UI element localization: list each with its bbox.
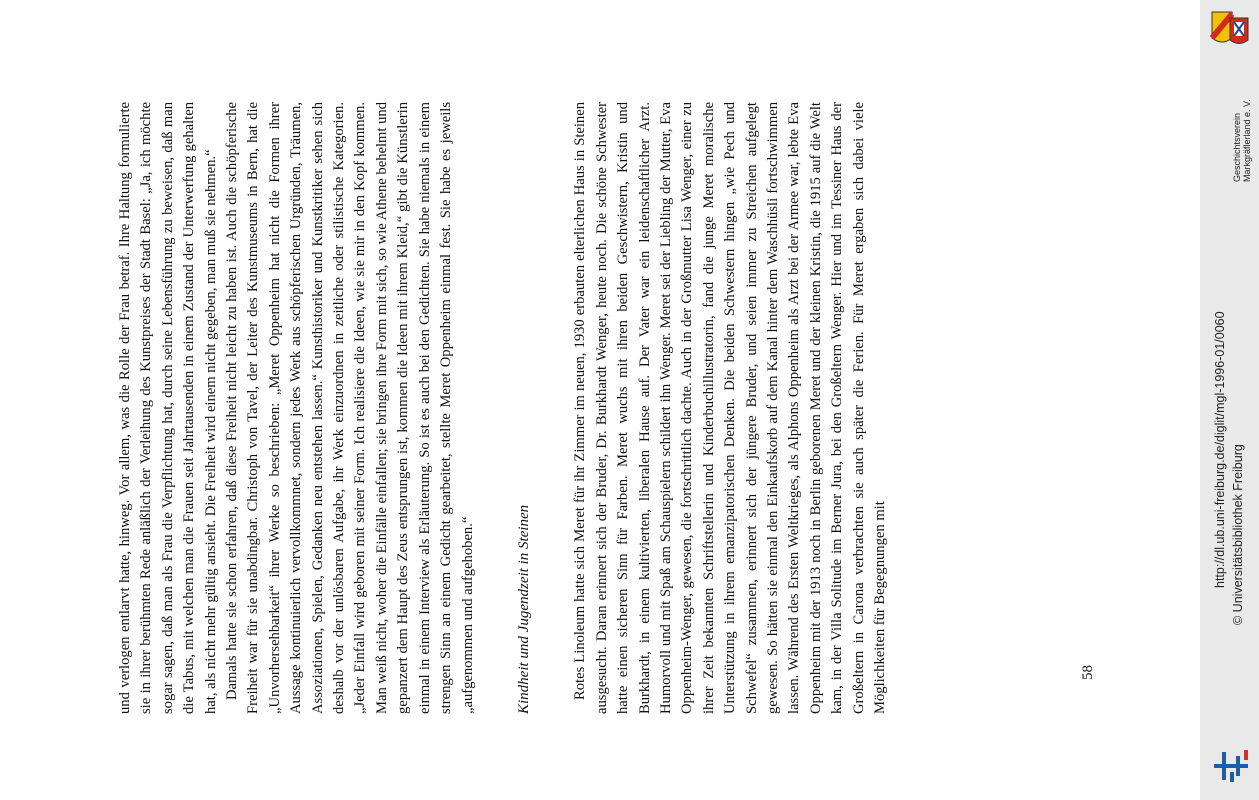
society-label — [1232, 99, 1252, 182]
section-heading: Kindheit und Jugendzeit in Steinen — [515, 504, 532, 714]
paragraph: Rotes Linoleum hatte sich Meret für ihr Zimmer im neuen, 1930 erbauten elterlichen Haus in Steinen ausgesucht. Daran erinnert sich der Bruder, Dr. Burkhardt Wenger, heute noch. Die schöne Schwester hatte einen sicheren Sinn für Farben. Meret wuchs mit ihren beiden Geschwistern, Kristin und Burkhardt, in einem kultivierten, liberalen Hause auf. Der Vater war ein leidenschaftlicher Arzt. Humorvoll und mit Spaß am Schauspielern schildert ihn Wenger. Meret sei der Liebling der Mutter, Eva Oppenheim-Wenger, gewesen, die fortschrittlich dachte. Auch in der Großmutter Lisa Wenger, einer zu ihrer Zeit bekannten Schriftstellerin und Kinderbuchillustratorin, fand die junge Meret moralische Unterstützung in ihrem emanzipatorischen Denken. Die beiden Schwestern hingen „wie Pech und Schwefel“ zusammen, erinnert sich der jüngere Bruder, und seien immer zu Streichen aufgelegt gewesen. So hätten sie einmal den Einkaufskorb auf dem Kanal hinter dem Waschhüsli fortschwimmen lassen. Während des Ersten Weltkrieges, als Alphons Oppenheim als Arzt bei der Armee war, lebte Eva Oppenheim mit der 1913 noch in Berlin geborenen Meret und der kleinen Kristin, die 1915 auf die Welt kam, in der Villa Solitude im Berner Jura, bei den Großeltern Wenger. Hier und im Tessiner Haus der Großeltern in Carona verbrachten sie auch später die Ferien. Für Meret ergaben sich dabei viele Möglichkeiten für Begegnungen mit — [572, 102, 888, 714]
copyright-notice: © Universitätsbibliothek Freiburg — [1231, 444, 1245, 625]
page-number: 58 — [1080, 665, 1096, 680]
page-text-body — [115, 102, 1060, 714]
source-url-link[interactable]: http://dl.ub.uni-freiburg.de/diglit/mgl-1996-01/0060 — [1213, 311, 1227, 588]
coat-of-arms-icon — [1208, 8, 1252, 48]
paragraph: und verlogen entlarvt hatte, hinweg. Vor allem, was die Rolle der Frau betraf. Ihre Haltung formulierte sie in ihrer berühmten Rede anläßlich der Verleihung des Kunstpreises der Stadt Basel: „Ja, ich möchte sogar sagen, daß man als Frau die Verpflichtung hat, durch seine Lebensführung zu beweisen, daß man die Tabus, mit welchen man die Frauen seit Jahrtausenden in einem Zustand der Unterwerfung gehalten hat, als nicht mehr gültig ansieht. Die Freiheit wird einem nicht gegeben, man muß sie nehmen.“ — [117, 102, 219, 714]
library-logo-icon — [1208, 748, 1254, 784]
paragraph: Damals hatte sie schon erfahren, daß diese Freiheit nicht leicht zu haben ist. Auch die schöpferische Freiheit war für sie unabdingbar. Christoph von Tavel, der Leiter des Kunstmuseums in Bern, hat die „Unvorhersehbarkeit“ ihrer Werke so beschrieben: „Meret Oppenheim hat nicht die Formen ihrer Aussage kontinuierlich vervollkommnet, sondern jedes Werk aus schöpferischen Urgründen, Träumen, Assoziationen, Spielen, Gedanken neu entstehen lassen.“ Kunsthistoriker und Kunstkritiker sehen sich deshalb vor der unlösbaren Aufgabe, ihr Werk einzuordnen in zeitliche oder stilistische Kategorien. „Jeder Einfall wird geboren mit seiner Form. Ich realisiere die Ideen, wie sie mir in den Kopf kommen. Man weiß nicht, woher die Einfälle einfallen; sie bringen ihre Form mit sich, so wie Athene behelmt und gepanzert dem Haupt des Zeus entsprungen ist, kommen die Ideen mit ihrem Kleid,“ gibt die Künstlerin einmal in einem Interview als Erläuterung. So ist es auch bei den Gedichten. Sie habe niemals in einem strengen Sinn an einem Gedicht gearbeitet, stellte Meret Oppenheim einmal fest. Sie habe es jeweils „aufgenommen und aufgehoben.“ — [224, 102, 476, 714]
text-column — [115, 102, 891, 714]
society-name-line1: Geschichtsverein — [1232, 112, 1242, 182]
society-name-line2: Markgräflerland e. V. — [1242, 99, 1252, 182]
